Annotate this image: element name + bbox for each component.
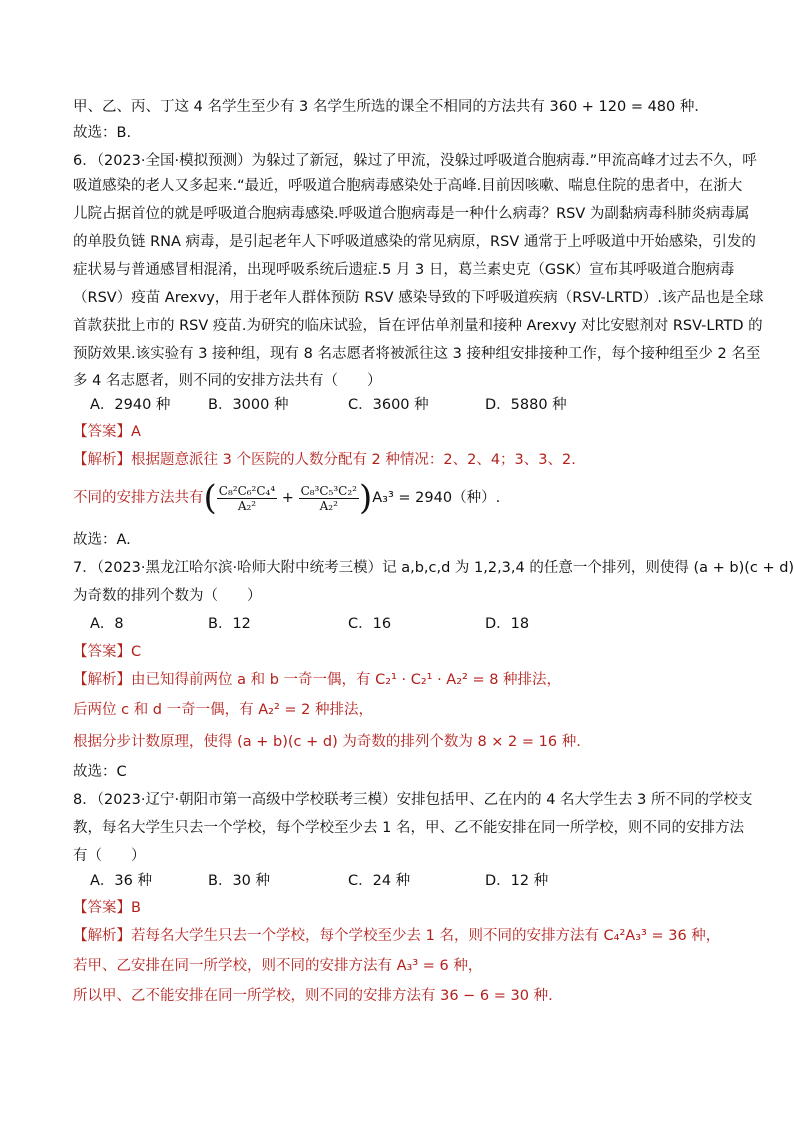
q8-option-d: D．12 种 (485, 873, 549, 889)
q8-analysis-line: 若甲、乙安排在同一所学校，则不同的安排方法有 A₃³ = 6 种， (73, 958, 483, 974)
analysis-text: 由已知得前两位 a 和 b 一奇一偶，有 C₂¹ · C₂¹ · A₂² = 8 种排法， (131, 672, 562, 688)
q6-conclusion: 故选：A. (73, 532, 131, 548)
analysis-text: 根据题意派往 3 个医院的人数分配有 2 种情况：2、2、4；3、3、2. (131, 452, 576, 468)
q8-line: 教，每名大学生只去一个学校，每个学校至少去 1 名，甲、乙不能安排在同一所学校，则不同的安排方法 (73, 820, 744, 836)
analysis-label: 【解析】 (73, 928, 131, 944)
q6-option-b: B．3000 种 (208, 397, 289, 413)
intro-line: 甲、乙、丙、丁这 4 名学生至少有 3 名学生所选的课全不相同的方法共有 360 + 120 = 480 种． (73, 99, 709, 115)
analysis-text: 若每名大学生只去一个学校，每个学校至少去 1 名，则不同的安排方法有 C₄²A₃³ = 36 种， (131, 928, 721, 944)
q6-analysis (73, 449, 576, 471)
q6-formula: 不同的安排方法共有( $\frac{\text{C₈²C₆²C₄⁴}}{\text{A₂²}}$ + $\frac{\text{C₈³C₅³C₂²}}{\text{A₂²}}$ )A₃³ = 2940（种）. (73, 478, 501, 518)
q8-line: 8．（2023·辽宁·朝阳市第一高级中学校联考三模）安排包括甲、乙在内的 4 名大学生去 3 所不同的学校支 (73, 792, 753, 808)
q8-analysis (73, 925, 720, 947)
q7-analysis (73, 669, 561, 691)
q6-line: 的单股负链 RNA 病毒，是引起老年人下呼吸道感染的常见病原，RSV 通常于上呼吸道中开始感染，引发的 (73, 234, 756, 250)
q6-line: 首款获批上市的 RSV 疫苗.为研究的临床试验，旨在评估单剂量和接种 Arexvy 对比安慰剂对 RSV-LRTD 的 (73, 318, 763, 334)
q6-line: 儿院占据首位的就是呼吸道合胞病毒感染.呼吸道合胞病毒是一种什么病毒？RSV 为副黏病毒科肺炎病毒属 (73, 206, 750, 222)
q7-option-b: B．12 (208, 616, 251, 632)
q6-line: （RSV）疫苗 Arexvy，用于老年人群体预防 RSV 感染导致的下呼吸道疾病（RSV-LRTD）.该产品也是全球 (73, 290, 764, 306)
q8-option-b: B．30 种 (208, 873, 271, 889)
intro-conclusion: 故选：B. (73, 125, 132, 141)
analysis-label: 【解析】 (73, 672, 131, 688)
q7-option-d: D．18 (485, 616, 530, 632)
q6-option-d: D．5880 种 (485, 397, 567, 413)
q6-answer: 【答案】A (73, 424, 141, 440)
q7-analysis-line: 根据分步计数原理，使得 (a + b)(c + d) 为奇数的排列个数为 8 × 2 = 16 种. (73, 734, 581, 750)
q8-analysis-line: 所以甲、乙不能安排在同一所学校，则不同的安排方法有 36 − 6 = 30 种. (73, 988, 553, 1004)
q8-line: 有（ ） (73, 848, 146, 864)
q7-analysis-line: 后两位 c 和 d 一奇一偶，有 A₂² = 2 种排法， (73, 702, 373, 718)
q6-option-c: C．3600 种 (348, 397, 429, 413)
formula-suffix: A₃³ = 2940（种）. (372, 490, 501, 506)
q6-line: 预防效果.该实验有 3 接种组，现有 8 名志愿者将被派往这 3 接种组安排接种工作，每个接种组至少 2 名至 (73, 346, 761, 362)
q7-conclusion: 故选：C (73, 764, 127, 780)
q6-line: 多 4 名志愿者，则不同的安排方法共有（ ） (73, 373, 382, 389)
q6-line: 6．（2023·全国·模拟预测）为躲过了新冠，躲过了甲流，没躲过呼吸道合胞病毒.”甲流高峰才过去不久，呼 (73, 153, 757, 169)
q8-option-a: A．36 种 (90, 873, 152, 889)
q7-answer: 【答案】C (73, 644, 142, 660)
fraction-1: $\frac{\text{C₈²C₆²C₄⁴}}{\text{A₂²}}$ (218, 483, 276, 513)
q7-line: 为奇数的排列个数为（ ） (73, 588, 262, 604)
q6-line: 症状易与普通感冒相混淆，出现呼吸系统后遗症.5 月 3 日，葛兰素史克（GSK）宣布其呼吸道合胞病毒 (73, 262, 735, 278)
analysis-label: 【解析】 (73, 452, 131, 468)
q6-option-a: A．2940 种 (90, 397, 171, 413)
q7-option-c: C．16 (348, 616, 392, 632)
q8-option-c: C．24 种 (348, 873, 411, 889)
q8-answer: 【答案】B (73, 900, 141, 916)
fraction-2: $\frac{\text{C₈³C₅³C₂²}}{\text{A₂²}}$ (300, 483, 357, 513)
formula-prefix: 不同的安排方法共有 (73, 490, 204, 506)
q7-line: 7．（2023·黑龙江哈尔滨·哈师大附中统考三模）记 a,b,c,d 为 1,2,3,4 的任意一个排列，则使得 (a + b)(c + d) (73, 560, 794, 576)
q6-line: 吸道感染的老人又多起来.“最近，呼吸道合胞病毒感染处于高峰.目前因咳嗽、喘息住院的患者中，在浙大 (73, 178, 743, 194)
q7-option-a: A．8 (90, 616, 124, 632)
